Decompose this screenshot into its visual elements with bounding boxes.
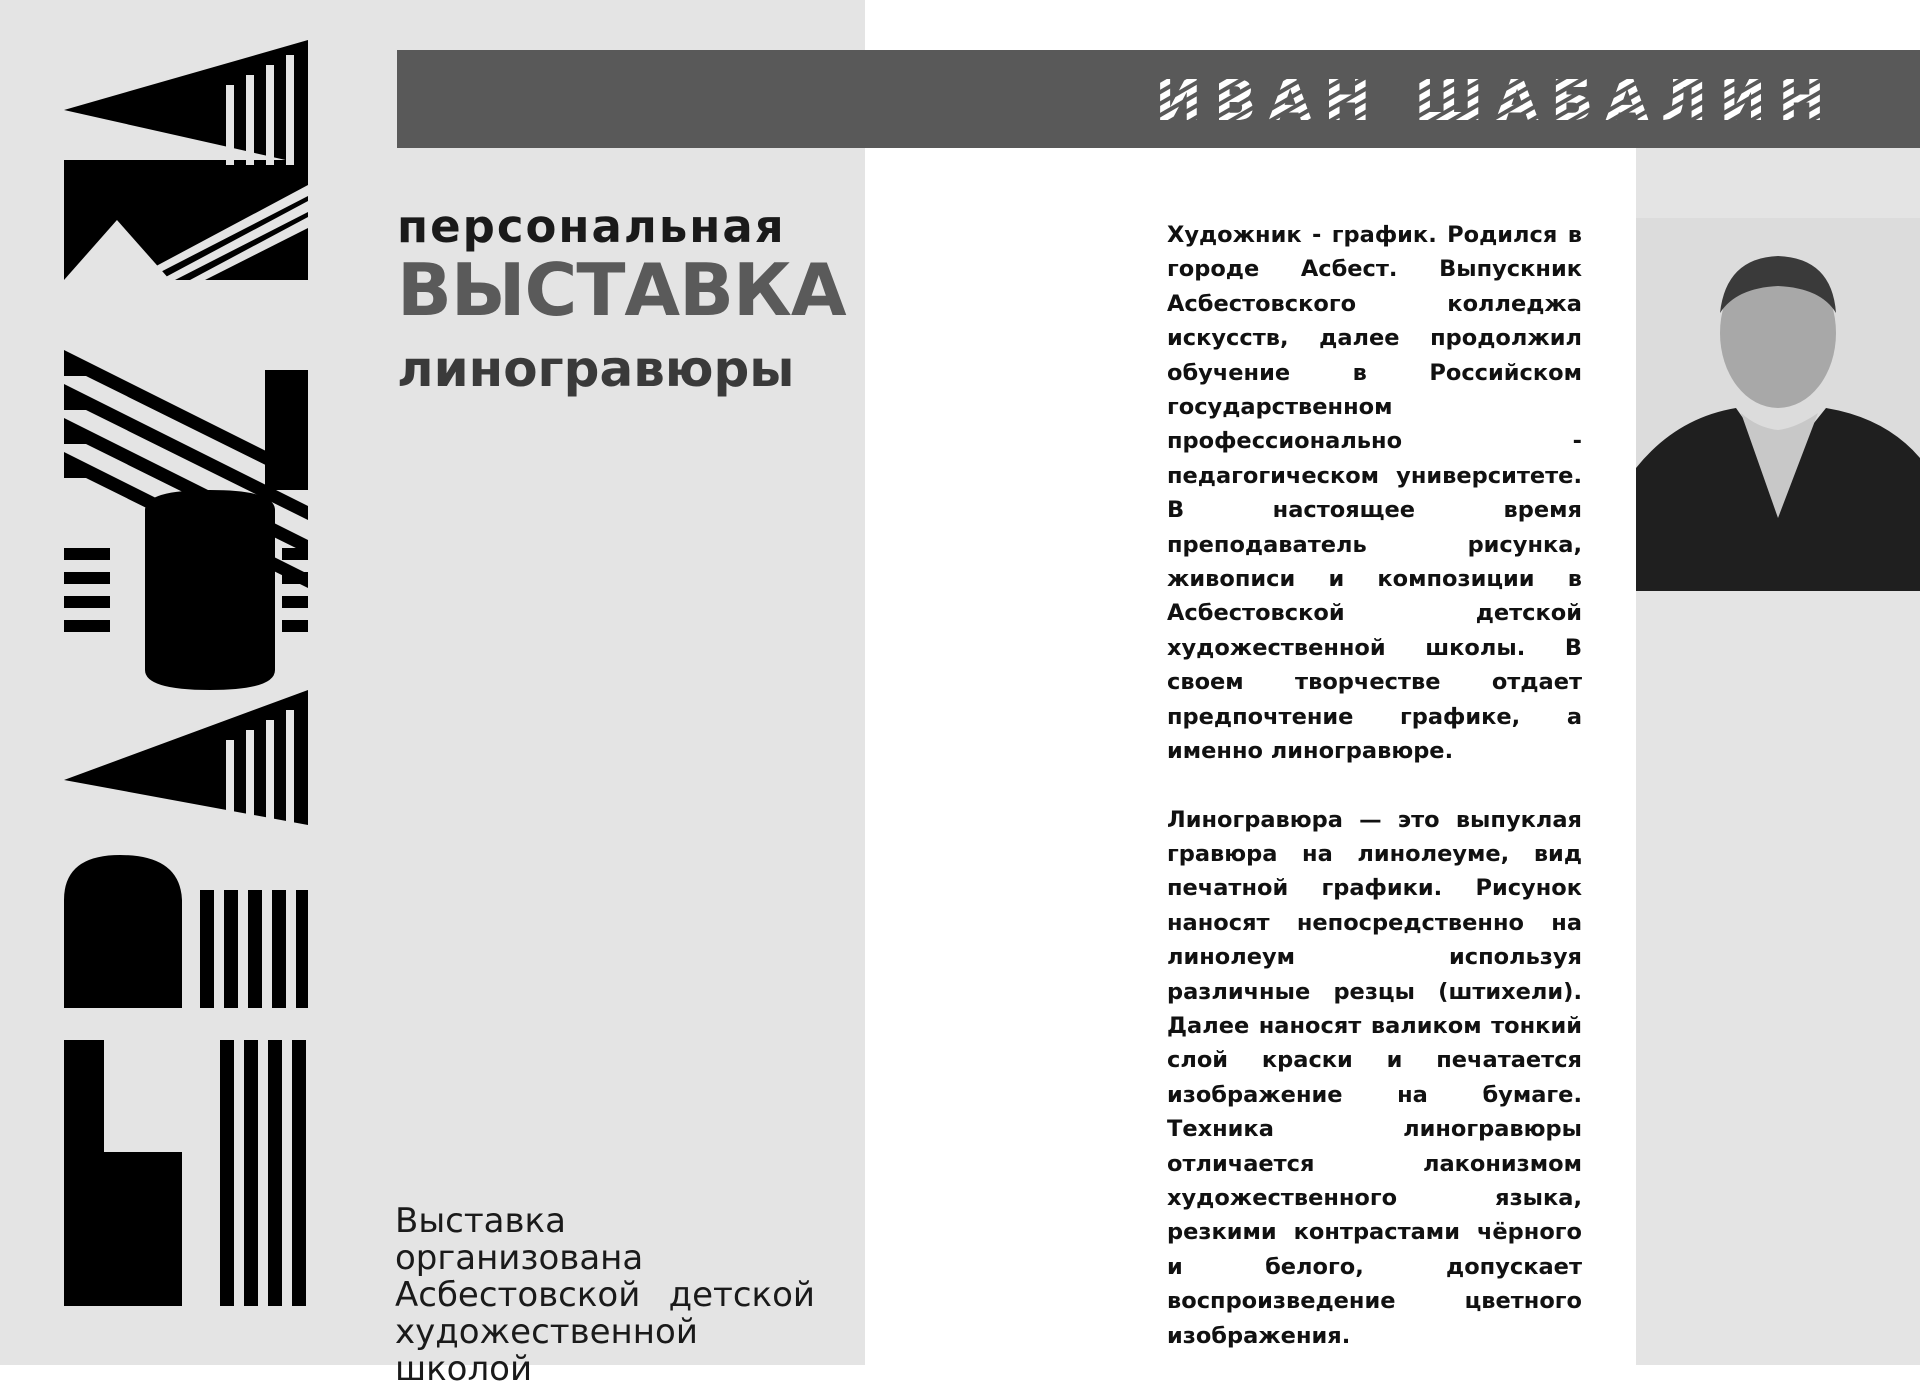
glyph-g-arm bbox=[64, 1040, 104, 1160]
glyph-g-bars bbox=[220, 1040, 306, 1306]
artist-name-lettering bbox=[397, 50, 1920, 148]
organizer-line: Асбестовской детской bbox=[395, 1275, 815, 1315]
headline-line1: персональная bbox=[397, 200, 786, 253]
name-banner bbox=[397, 50, 1920, 148]
bio-paragraph-2: Линогравюра — это выпуклая гравюра на линолеуме, вид печатной графики. Рисунок наносят непосредственно на линолеум используя различные резцы (штихели). Далее наносят валиком тонкий слой краски и печатается изображение на бумаге. Техника линогравюры отличается лаконизмом художественного языка, резкими контрастами чёрного и белого, допускает воспроизведение цветного изображения. bbox=[1167, 806, 1582, 1349]
artist-photo bbox=[1636, 218, 1920, 591]
bio-paragraph-1: Художник - график. Родился в городе Асбест. Выпускник Асбестовского колледжа искусств, далее продолжил обучение в Российском государственном профессионально - педагогическом университете. В настоящее время преподаватель рисунка, живописи и композиции в Асбестовской детской художественной школы. В своем творчестве отдает предпочтение графике, а именно линогравюре. bbox=[1167, 222, 1582, 765]
organizer-text bbox=[395, 1203, 815, 1388]
headline-line2: ВЫСТАВКА bbox=[397, 248, 846, 332]
headline-line3: линогравюры bbox=[397, 340, 795, 398]
glyph-g-block bbox=[64, 1152, 182, 1306]
glyph-r-bars bbox=[200, 890, 308, 1008]
glyph-r-bowl bbox=[64, 855, 182, 1008]
bio-text bbox=[1167, 218, 1582, 1353]
organizer-line: Выставка организована bbox=[395, 1201, 644, 1278]
svg-text:ИВАН ШАБАЛИН: ИВАН ШАБАЛИН bbox=[1154, 69, 1837, 134]
vertical-title-grafika bbox=[50, 40, 320, 1320]
organizer-line: художественной школой bbox=[395, 1312, 698, 1389]
